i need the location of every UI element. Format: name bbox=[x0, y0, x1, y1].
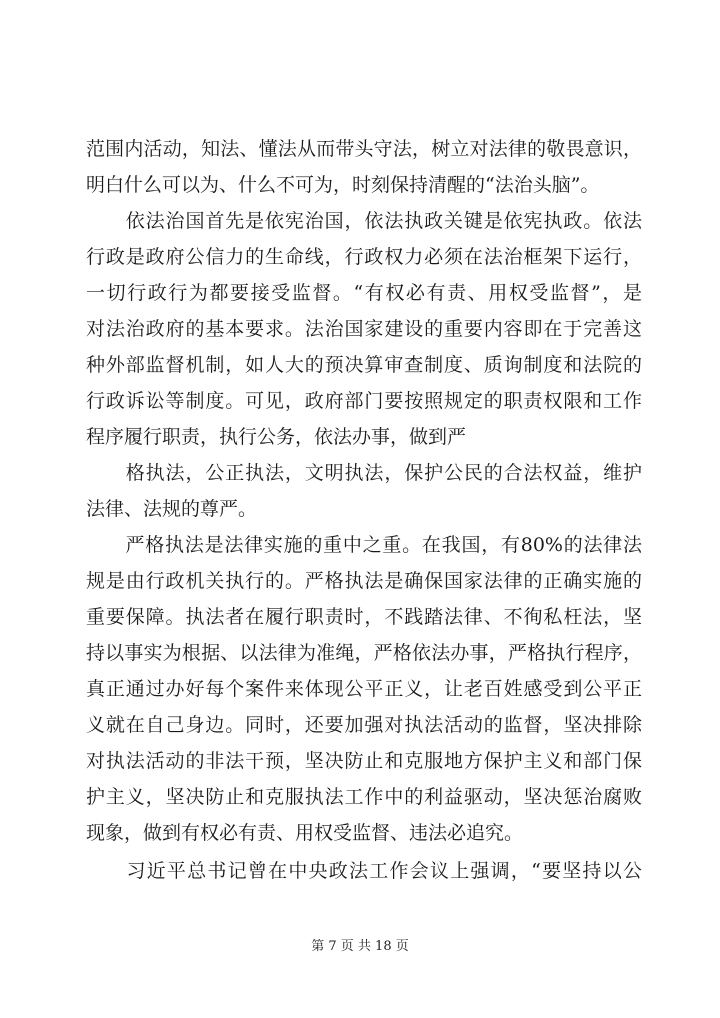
text-line-1: 范围内活动，知法、懂法从而带头守法，树立对法律的敬畏意识， bbox=[86, 138, 642, 160]
text-line-14: 重要保障。执法者在履行职责时，不践踏法律、不徇私枉法，坚 bbox=[86, 606, 642, 628]
text-line-15: 持以事实为根据、以法律为准绳，严格依法办事，严格执行程序， bbox=[86, 642, 642, 664]
text-line-10: 格执法，公正执法，文明执法，保护公民的合法权益，维护 bbox=[86, 462, 642, 484]
text-line-8: 行政诉讼等制度。可见，政府部门要按照规定的职责权限和工作 bbox=[86, 390, 642, 412]
text-line-18: 对执法活动的非法干预，坚决防止和克服地方保护主义和部门保 bbox=[86, 750, 642, 772]
text-line-5: 一切行政行为都要接受监督。“有权必有责、用权受监督”，是 bbox=[86, 282, 642, 304]
page-footer: 第 7 页 共 18 页 bbox=[311, 939, 409, 954]
text-line-3: 依法治国首先是依宪治国，依法执政关键是依宪执政。依法 bbox=[86, 210, 642, 232]
text-line-16: 真正通过办好每个案件来体现公平正义，让老百姓感受到公平正 bbox=[86, 678, 642, 700]
text-line-11: 法律、法规的尊严。 bbox=[86, 498, 258, 520]
text-line-21: 习近平总书记曾在中央政法工作会议上强调，“要坚持以公 bbox=[86, 860, 642, 882]
text-line-6: 对法治政府的基本要求。法治国家建设的重要内容即在于完善这 bbox=[86, 318, 642, 340]
text-line-13: 规是由行政机关执行的。严格执法是确保国家法律的正确实施的 bbox=[86, 570, 642, 592]
text-line-7: 种外部监督机制，如人大的预决算审查制度、质询制度和法院的 bbox=[86, 354, 642, 376]
text-line-2: 明白什么可以为、什么不可为，时刻保持清醒的“法治头脑”。 bbox=[86, 174, 600, 196]
text-line-20: 现象，做到有权必有责、用权受监督、违法必追究。 bbox=[86, 822, 524, 844]
text-line-9: 程序履行职责，执行公务，依法办事，做到严 bbox=[86, 426, 467, 448]
text-line-12: 严格执法是法律实施的重中之重。在我国，有80%的法律法 bbox=[86, 534, 642, 556]
text-line-19: 护主义，坚决防止和克服执法工作中的利益驱动，坚决惩治腐败 bbox=[86, 786, 642, 808]
text-line-4: 行政是政府公信力的生命线，行政权力必须在法治框架下运行， bbox=[86, 246, 642, 268]
text-line-17: 义就在自己身边。同时，还要加强对执法活动的监督，坚决排除 bbox=[86, 714, 642, 736]
